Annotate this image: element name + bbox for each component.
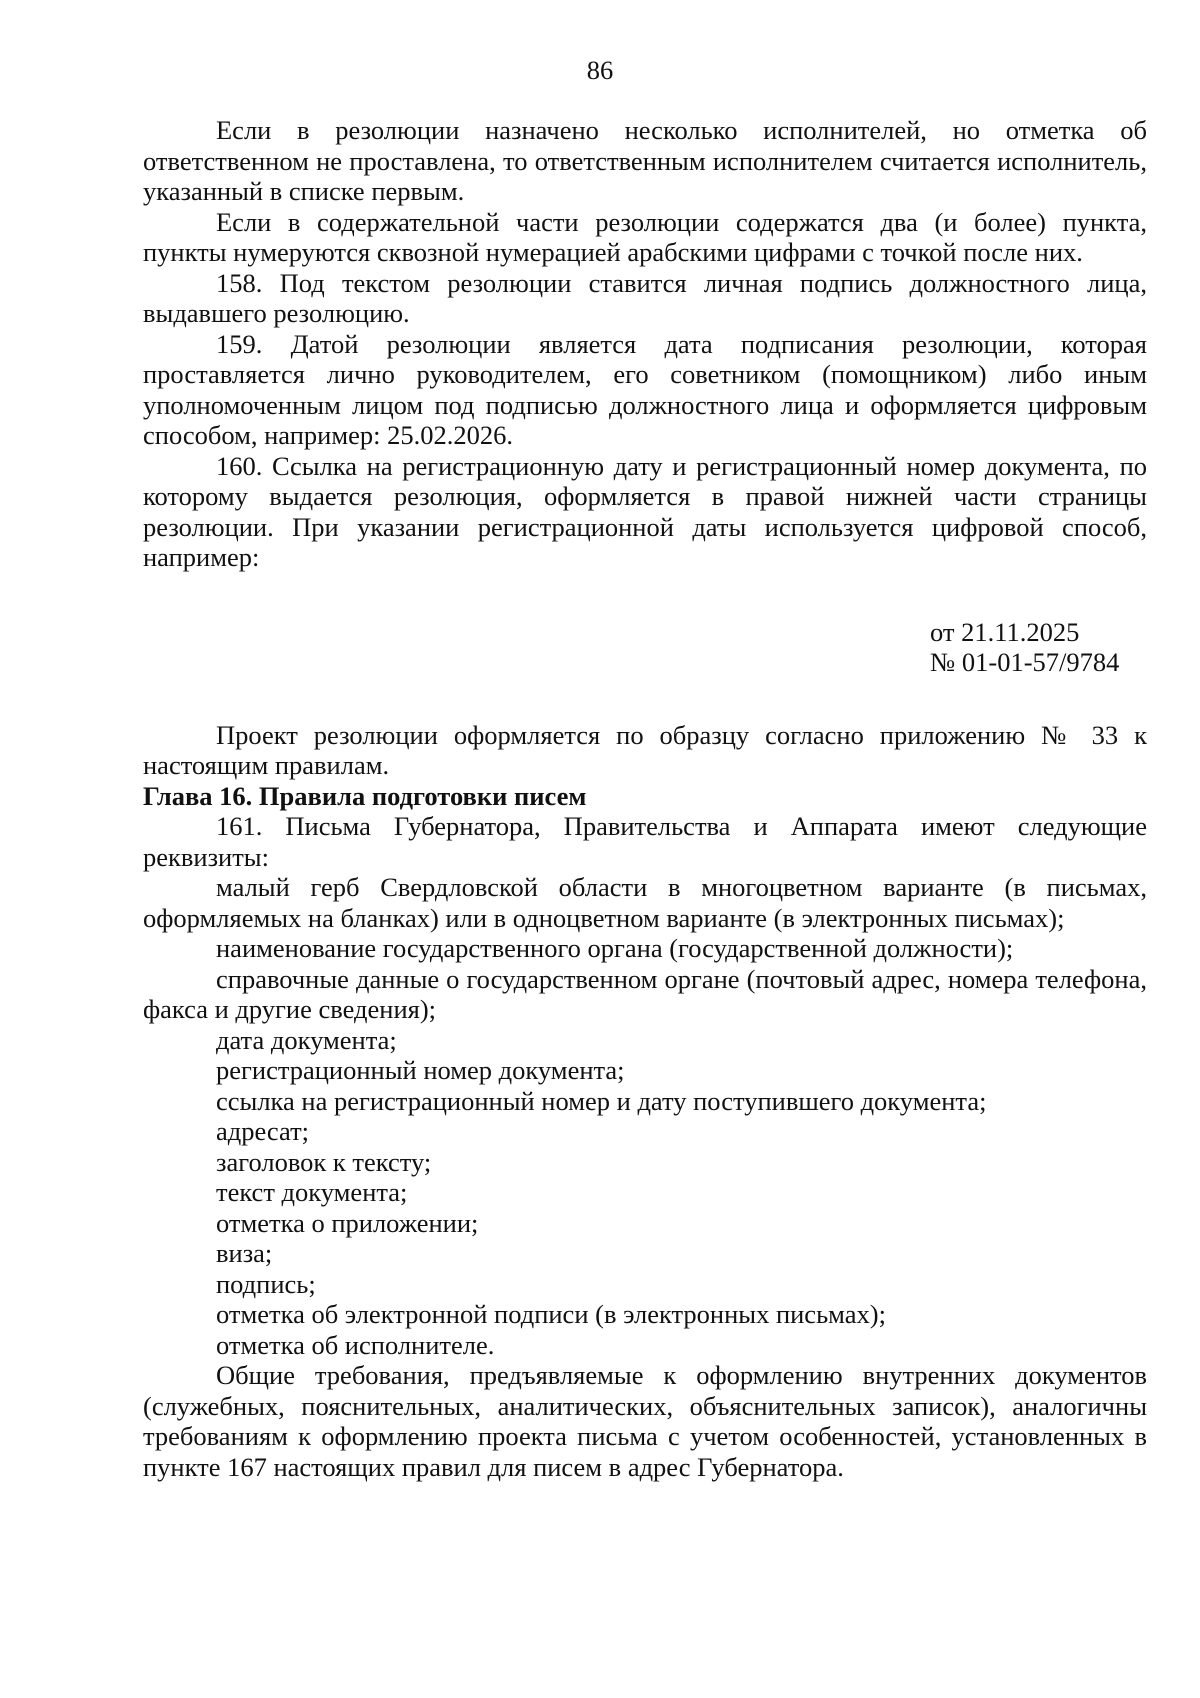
requisite-item: справочные данные о государственном органе (почтовый адрес, номера телефона, факса и другие сведения); — [143, 963, 1147, 1024]
paragraph-158: 158. Под текстом резолюции ставится личная подпись должностного лица, выдавшего резолюцию. — [143, 267, 1147, 328]
paragraph-general-requirements: Общие требования, предъявляемые к оформлению внутренних документов (служебных, пояснительных, аналитических, объяснительных записок), аналогичны требованиям к оформлению проекта письма с учетом особенностей, установленных в пункте 167 настоящих правил для писем в адрес Губернатора. — [143, 1360, 1147, 1482]
requisite-item: дата документа; — [216, 1024, 397, 1055]
paragraph-160: 160. Ссылка на регистрационную дату и регистрационный номер документа, по которому выдается резолюция, оформляется в правой нижней части страницы резолюции. При указании регистрационной даты используется цифровой способ, например: — [143, 450, 1147, 572]
requisite-item: отметка об электронной подписи (в электронных письмах); — [216, 1299, 886, 1329]
requisite-item: ссылка на регистрационный номер и дату поступившего документа; — [216, 1085, 987, 1116]
requisite-item: отметка об исполнителе. — [216, 1329, 495, 1360]
paragraph-project: Проект резолюции оформляется по образцу согласно приложению № 33 к настоящим правилам. — [143, 719, 1147, 780]
requisite-item: адресат; — [216, 1116, 310, 1146]
paragraph-159: 159. Датой резолюции является дата подписания резолюции, которая проставляется лично руководителем, его советником (помощником) либо иным уполномоченным лицом под подписью должностного лица и оформляется цифровым способом, например: 25.02.2026. — [143, 328, 1147, 450]
document-body — [143, 115, 1147, 1482]
requisite-item: текст документа; — [216, 1177, 408, 1207]
requisite-item: виза; — [216, 1238, 273, 1268]
registration-date: от 21.11.2025 — [930, 616, 1080, 647]
paragraph-numbering: Если в содержательной части резолюции содержатся два (и более) пункта, пункты нумеруются сквозной нумерацией арабскими цифрами с точкой после них. — [143, 206, 1147, 267]
registration-number: № 01-01-57/9784 — [930, 647, 1120, 677]
requisite-item: заголовок к тексту; — [216, 1146, 432, 1177]
requisite-item: наименование государственного органа (государственной должности); — [216, 933, 1014, 963]
requisite-item: подпись; — [216, 1268, 316, 1299]
requisite-item: регистрационный номер документа; — [216, 1055, 625, 1085]
paragraph-161: 161. Письма Губернатора, Правительства и Аппарата имеют следующие реквизиты: — [143, 811, 1147, 872]
registration-example — [930, 617, 1147, 678]
requisite-item: малый герб Свердловской области в многоцветном варианте (в письмах, оформляемых на бланках) или в одноцветном варианте (в электронных письмах); — [143, 872, 1147, 933]
paragraph-responsible-executor: Если в резолюции назначено несколько исполнителей, но отметка об ответственном не проставлена, то ответственным исполнителем считается исполнитель, указанный в списке первым. — [143, 115, 1147, 206]
requisite-item: отметка о приложении; — [216, 1207, 479, 1238]
page-number: 86 — [586, 55, 614, 85]
chapter-title: Глава 16. Правила подготовки писем — [143, 780, 587, 811]
